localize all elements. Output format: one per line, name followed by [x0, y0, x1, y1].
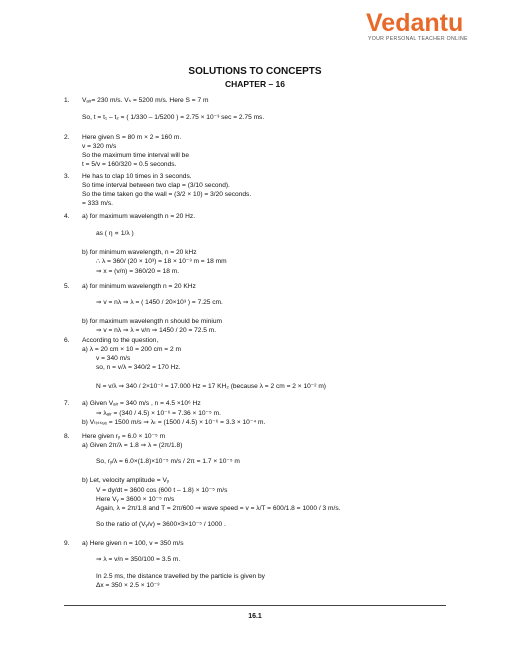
text-line: a) Here given n = 100, v = 350 m/s: [82, 540, 184, 547]
text-line: b) Let, velocity amplitude = Vᵧ: [82, 477, 169, 484]
text-line: So time interval between two clap = (3/10 second).: [82, 182, 230, 189]
text-line: He has to clap 10 times in 3 seconds.: [82, 173, 192, 180]
text-line: Again, λ = 2π/1.8 and T = 2π/600 ⇒ wave speed = v = λ/T = 600/1.8 = 1000 / 3 m/s.: [96, 505, 341, 512]
text-line: = 333 m/s.: [82, 200, 113, 207]
text-line: ⇒ λₐᵢᵣ = (340 / 4.5) × 10⁻⁶ = 7.36 × 10⁻⁵ m.: [96, 410, 221, 417]
footer-divider: [64, 605, 446, 606]
text-line: ∴ λ = 360/ (20 × 10³) = 18 × 10⁻³ m = 18 mm: [96, 258, 227, 265]
text-line: Here Vᵧ = 3600 × 10⁻⁵ m/s: [96, 496, 175, 503]
vedantu-logo: [366, 10, 486, 42]
text-line: v = 340 m/s: [96, 355, 131, 362]
text-line: So the time taken go the wall = (3/2 × 10) = 3/20 seconds.: [82, 191, 252, 198]
problem-number: 4.: [64, 213, 70, 220]
text-line: So the ratio of (Vᵧ/v) = 3600×3×10⁻⁵ / 1000 .: [96, 521, 226, 528]
problem-number: 8.: [64, 433, 70, 440]
page-title: SOLUTIONS TO CONCEPTS: [188, 66, 322, 77]
chapter-heading: CHAPTER – 16: [225, 79, 285, 89]
text-line: t = 5/v = 160/320 = 0.5 seconds.: [82, 161, 177, 168]
problem-number: 7.: [64, 400, 70, 407]
text-line: a) Given Vₐᵢᵣ = 340 m/s , n = 4.5 ×10⁶ Hz: [82, 400, 201, 407]
text-line: v = 320 m/s: [82, 143, 117, 150]
text-line: as ( η ∝ 1/λ ): [96, 230, 134, 237]
problem-number: 2.: [64, 134, 70, 141]
text-line: So, t = t₁ – t₂ = ( 1/330 – 1/5200 ) = 2.75 × 10⁻³ sec = 2.75 ms.: [82, 114, 265, 121]
text-line: ⇒ v = nλ ⇒ λ = ( 1450 / 20×10³ ) = 7.25 cm.: [96, 299, 223, 306]
text-line: So the maximum time interval will be: [82, 152, 190, 159]
problem-number: 6.: [64, 337, 70, 344]
text-line: so, n = v/λ = 340/2 = 170 Hz.: [96, 364, 181, 371]
page-number: 16.1: [248, 613, 262, 620]
text-line: b) for maximum wavelength n should be minium: [82, 318, 222, 325]
problem-number: 1.: [64, 97, 70, 104]
text-line: In 2.5 ms, the distance travelled by the particle is given by: [96, 573, 265, 580]
text-line: So, rᵧ/λ = 6.0×(1.8)×10⁻⁵ m/s / 2π = 1.7 × 10⁻⁵ m: [96, 458, 240, 465]
text-line: Here given rᵧ = 6.0 × 10⁻⁵ m: [82, 433, 166, 440]
text-line: V = dy/dt = 3600 cos (600 t – 1.8) × 10⁻⁵ m/s: [96, 487, 228, 494]
logo-wordmark: Vedantu: [366, 9, 464, 37]
text-line: N = v/λ ⇒ 340 / 2×10⁻² = 17.000 Hz = 17 KH₂ (because λ = 2 cm = 2 × 10⁻² m): [96, 383, 327, 390]
text-line: a) for minimum wavelength n = 20 KHz: [82, 283, 196, 290]
problem-number: 5.: [64, 283, 70, 290]
text-line: ⇒ v = nλ ⇒ λ = v/n ⇒ 1450 / 20 = 72.5 m.: [96, 327, 217, 334]
text-line: Vₐᵢᵣ= 230 m/s. Vₛ = 5200 m/s. Here S = 7 m: [82, 97, 209, 104]
problem-number: 9.: [64, 540, 70, 547]
text-line: According to the question,: [82, 337, 159, 344]
text-line: Δx = 350 × 2.5 × 10⁻³: [96, 582, 160, 589]
text-line: ⇒ x = (v/n) = 360/20 = 18 m.: [96, 268, 180, 275]
logo-tagline: YOUR PERSONAL TEACHER ONLINE: [368, 36, 468, 42]
text-line: ⇒ λ = v/n = 350/100 = 3.5 m.: [96, 556, 181, 563]
text-line: a) for maximum wavelength n = 20 Hz.: [82, 213, 196, 220]
text-line: a) Given 2π/λ = 1.8 ⇒ λ = (2π/1.8): [82, 442, 183, 449]
text-line: b) Vₜᵢₛₛᵤₑ = 1500 m/s ⇒ λₜ = (1500 / 4.5) × 10⁻⁶ = 3.3 × 10⁻⁴ m.: [82, 419, 266, 426]
text-line: b) for minimum wavelength, n = 20 kHz: [82, 249, 197, 256]
problem-number: 3.: [64, 173, 70, 180]
text-line: Here given S = 80 m × 2 = 160 m.: [82, 134, 182, 141]
text-line: a) λ = 20 cm × 10 = 200 cm = 2 m: [82, 346, 181, 353]
